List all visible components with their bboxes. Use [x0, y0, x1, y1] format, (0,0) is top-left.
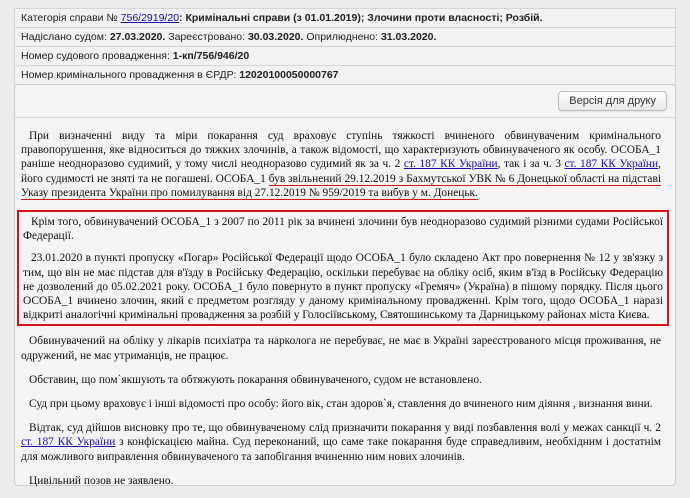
- article-187-link-3[interactable]: ст. 187 КК України: [21, 436, 116, 449]
- paragraph-personal-info: Суд при цьому враховує і інші відомості про особу: його вік, стан здоров`я, ставлення до вчиненого ним діяння , визнання вини.: [29, 398, 653, 411]
- paragraph-sentencing: При визначенні виду та міри покарання суд враховує ступінь тяжкості вчиненого обвинуваченим кримінального правопорушення, яке відноситься до тяжких злочинів, а також відомості, що характеризують обвинуваченого як особу. ОСОБА_1 раніше неодноразово судимий, у тому числі неодноразово судимий як за ч. 2 ст. 187 КК України, так і за ч. 3 ст. 187 КК України, його судимості не зняті та не погашені. ОСОБА_1 був звільнений 29.12.2019 з Бахмутської УВК № 6 Донецької області на підставі Указу президента України про помилування від 27.12.2019 № 959/2019 та вибув у м. Донецьк.: [21, 130, 661, 199]
- document-text: [21, 129, 661, 498]
- paragraph-conclusion: Відтак, суд дійшов висновку про те, що обвинуваченому слід призначити покарання у виді позбавлення волі у межах санкції ч. 2 ст. 187 КК України з конфіскацією майна. Суд переконаний, що саме таке покарання буде справедливим, необхідним і достатнім для можливого виправлення обвинуваченого та запобігання вчиненню ним нових злочинів.: [21, 422, 661, 463]
- underlined-release-text: був звільнений 29.12.2019 з Бахмутської УВК № 6 Донецької області на підставі Указу президента України про помилування від 27.12.2019 № 959/2019 та вибув у м. Донецьк.: [21, 172, 661, 199]
- paragraph-registration: Обвинувачений на обліку у лікарів психіатра та нарколога не перебуває, не має в Україні зареєстрованого місця проживання, не одружений, не має утриманців, не працює.: [21, 335, 661, 362]
- highlighted-box: [17, 210, 669, 326]
- case-number-link[interactable]: 756/2919/20: [120, 12, 180, 24]
- paragraph-border-return: 23.01.2020 в пункті пропуску «Погар» Російської Федерації щодо ОСОБА_1 було складено Акт про повернення № 12 у зв'язку з тим, що він не має підстав для в'їзду в Російську Федерацію, оскільки перебуває на обліку осіб, яким в'їзд в Російську Федерацію не дозволений до 05.02.2021 року. ОСОБА_1 було повернуто в пункт пропуску «Гремяч» (Україна) в пішому порядку. Після цього ОСОБА_1 вчинено злочин, який є предметом розгляду у даному кримінальному провадженні. Крім того, щодо ОСОБА_1 наразі відкриті аналогічні кримінальні провадження за розбій у Голосіївському, Святошинському та Дарницькому районах міста Києва.: [23, 252, 663, 322]
- paragraph-russian-convictions: Крім того, обвинувачений ОСОБА_1 з 2007 по 2011 рік за вчинені злочини був неодноразово судимий різними судами Російської Федерації.: [23, 216, 663, 243]
- article-187-link-2[interactable]: ст. 187 КК України: [564, 158, 659, 171]
- meta-criminal-number: Номер кримінального провадження в ЄРДР: 12020100050000767: [14, 65, 676, 85]
- article-187-link-1[interactable]: ст. 187 КК України: [403, 158, 498, 171]
- panel-divider: [15, 117, 675, 118]
- meta-dates: Надіслано судом: 27.03.2020. Зареєстровано: 30.03.2020. Оприлюднено: 31.03.2020.: [14, 27, 676, 46]
- meta-category: Категорія справи № 756/2919/20: Кримінальні справи (з 01.01.2019); Злочини проти власності; Розбій.: [14, 8, 676, 27]
- paragraph-civil-claim: Цивільний позов не заявлено.: [29, 474, 174, 487]
- print-version-button[interactable]: Версія для друку: [558, 91, 667, 111]
- paragraph-circumstances: Обставин, що пом`якшують та обтяжують покарання обвинуваченого, судом не встановлено.: [29, 373, 482, 386]
- document-panel: [14, 84, 676, 486]
- meta-proceeding: Номер судового провадження: 1-кп/756/946/20: [14, 46, 676, 65]
- case-meta: [14, 8, 676, 85]
